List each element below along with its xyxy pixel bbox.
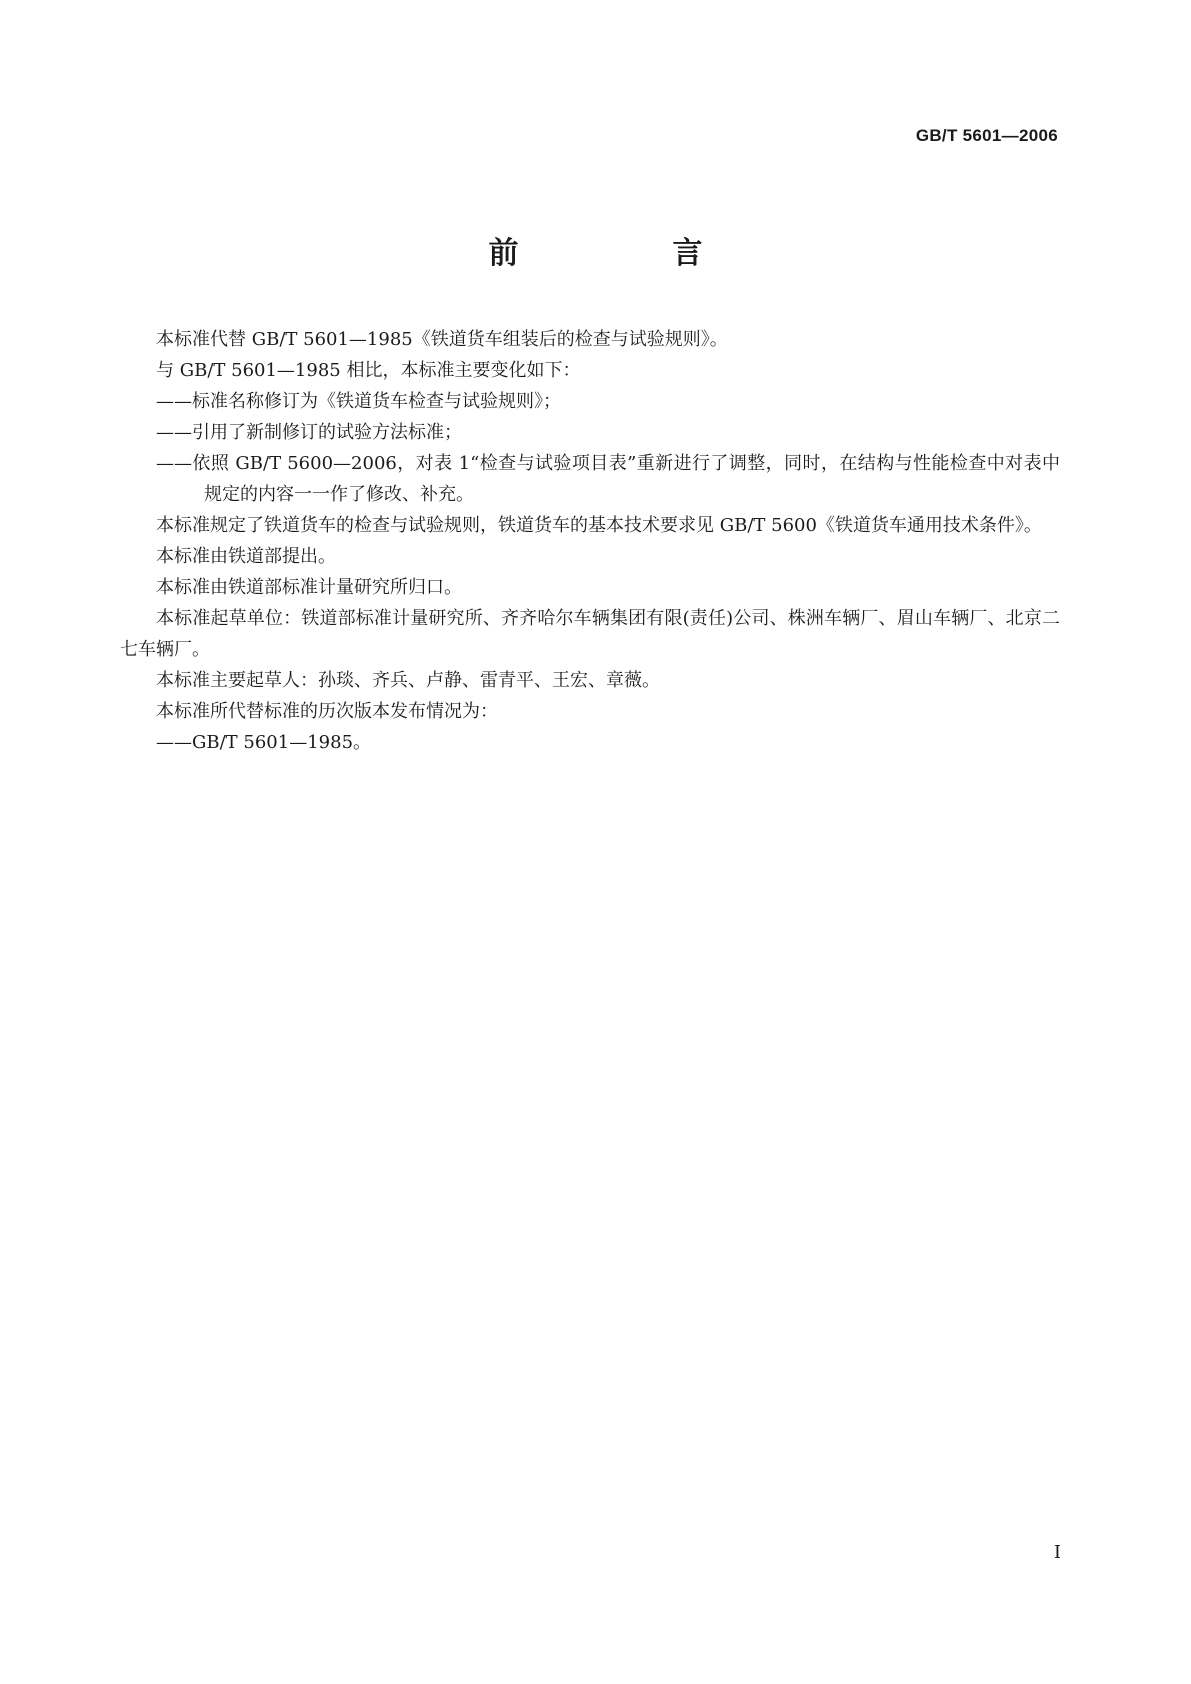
paragraph-changes-intro: 与 GB/T 5601—1985 相比，本标准主要变化如下： bbox=[156, 360, 581, 381]
paragraph-scope: 本标准规定了铁道货车的检查与试验规则，铁道货车的基本技术要求见 GB/T 5600《铁道货车通用技术条件》。 bbox=[156, 515, 1042, 536]
paragraph-centralized-by: 本标准由铁道部标准计量研究所归口。 bbox=[156, 577, 462, 598]
change-item-table: ——依照 GB/T 5600—2006，对表 1“检查与试验项目表”重新进行了调整，同时，在结构与性能检查中对表中规定的内容一一作了修改、补充。 bbox=[156, 453, 1060, 505]
change-item-methods: ——引用了新制修订的试验方法标准； bbox=[156, 422, 462, 443]
paragraph-drafters: 本标准主要起草人：孙琰、齐兵、卢静、雷青平、王宏、章薇。 bbox=[156, 670, 660, 691]
paragraph-history-intro: 本标准所代替标准的历次版本发布情况为： bbox=[156, 701, 498, 722]
change-item-title: ——标准名称修订为《铁道货车检查与试验规则》； bbox=[156, 391, 561, 412]
paragraph-drafting-units: 本标准起草单位：铁道部标准计量研究所、齐齐哈尔车辆集团有限(责任)公司、株洲车辆厂、眉山车辆厂、北京二七车辆厂。 bbox=[120, 608, 1060, 660]
standard-number: GB/T 5601—2006 bbox=[915, 126, 1058, 145]
paragraph-proposed-by: 本标准由铁道部提出。 bbox=[156, 546, 336, 567]
page-title: 前 言 bbox=[488, 236, 765, 271]
paragraph-replaces: 本标准代替 GB/T 5601—1985《铁道货车组装后的检查与试验规则》。 bbox=[156, 329, 728, 350]
page-number: I bbox=[1053, 1542, 1061, 1563]
history-item: ——GB/T 5601—1985。 bbox=[156, 732, 372, 753]
foreword-body bbox=[120, 324, 1060, 758]
